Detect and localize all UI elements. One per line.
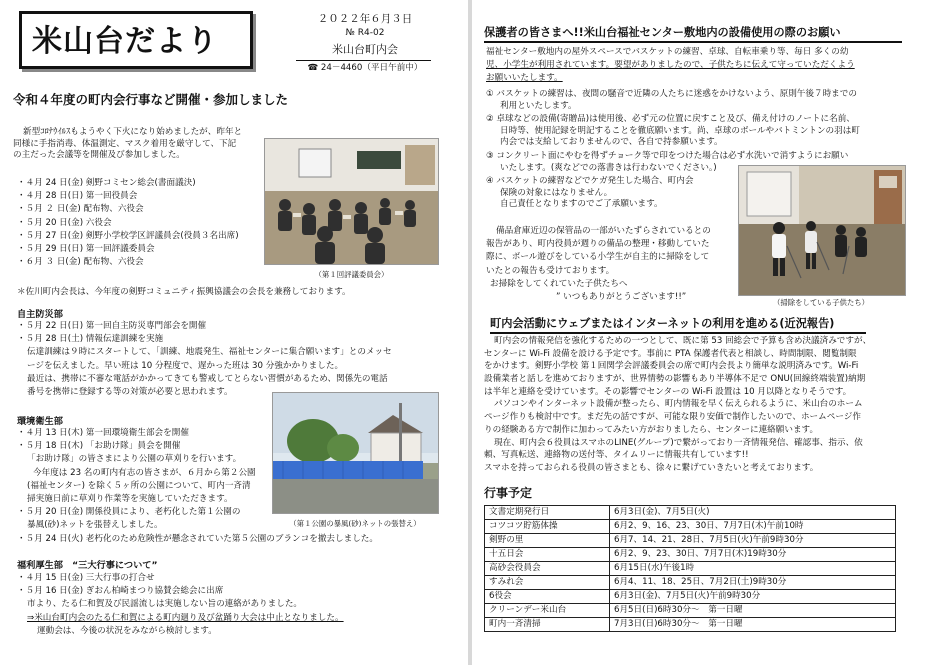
bousai-body: ・５月 22 日(日) 第一回自主防災専門部会を開催 ・５月 28 日(土) 情報伝達訓練を実施 伝達訓練は９時にスタートして、「訓練、地震発生、福祉センターに集合願います」とのメッセ ージを伝えました。早い班は 10 分程度で、遅かった班は 30 分強かかりました。 最近は、携帯に不審な電話がかかってきても警戒してとらない習慣があるため、関係先の電話 番号を携帯に登録する等の対策が必要と思われます。	[17, 321, 392, 397]
list-item: ③ コンクリート面にやむを得ずチョーク等で印をつけた場合は必ず水洗いで消すようにお願い いたします。(爽などでの落書きは行わないでください。)	[486, 150, 849, 173]
meeting-photo-caption: （第１回評議委員会）	[314, 270, 389, 279]
notice-intro: 福祉センター敷地内の屋外スペースでバスケットの練習、卓球、自転車乗り等、毎日 多くの幼 児、小学生が利用されています。要望がありましたので、子供たちに伝えて守っていただくよう お願いいたします。	[486, 47, 855, 83]
list-item: ・５月 27 日(金) 剣野小学校学区評議員会(役員３名出席)	[17, 230, 239, 241]
park-net-photo-caption: （第１公園の暴風(砂)ネットの張替え）	[289, 519, 421, 528]
table-row: 剣野の里 6月7、14、21、28日、7月5日(火)午前9時30分	[485, 534, 896, 548]
header-rule	[296, 60, 431, 61]
publisher-name: 米山台町内会	[332, 43, 398, 56]
list-item: ② 卓球などの設備(寄贈品)は使用後、必ず元の位置に戻すこと及び、備え付けのノートに名前、 日時等、使用記録を明記することを徹底願います。尚、卓球のボールやバトミントンの羽は町 内会では支給しておりませんので、各自で持参願います。	[486, 114, 860, 148]
list-item: ・５月 29 日(日) 第一回評議委員会	[17, 243, 155, 254]
kankyo-heading: 環境衛生部	[17, 416, 63, 427]
newsletter-title: 米山台だより	[32, 24, 218, 59]
list-item: ・５月 ２ 日(金) 配布物、六役会	[17, 204, 144, 215]
table-row: 6役会 6月3日(金)、7月5日(火)午前9時30分	[485, 590, 896, 604]
schedule-heading: 行事予定	[484, 486, 533, 500]
list-item: ① バスケットの練習は、夜間の騒音で近隣の人たちに迷惑をかけないよう、原則午後７時までの 利用といたします。	[486, 89, 857, 111]
newsletter-masthead	[19, 11, 253, 69]
table-row: 十五日会 6月2、9、23、30日、7月7日(木)19時30分	[485, 548, 896, 562]
web-heading-rule	[490, 332, 866, 334]
cleaning-photo-caption: （掃除をしている子供たち）	[772, 298, 870, 307]
park-net-photo	[272, 392, 439, 514]
table-row: 文書定期発行日 6月3日(金)、7月5日(火)	[485, 506, 896, 520]
issue-date: ２０２２年６月３日	[317, 13, 413, 25]
cleaning-photo	[738, 165, 906, 296]
contact-phone: ☎ 24－4460（平日午前中）	[307, 63, 423, 73]
kousei-body: ・４月 15 日(金) 三大行事の打合せ ・５月 16 日(金) ぎおん柏崎まつり協賛会総会に出席 市より、たる仁和賀及び民謡流しは実施しない旨の連絡がありました。 ⇒米山台町内会のたる仁和賀による町内廻り及び盆踊り大会は中止となりました。 運動会は、今後の状況をみながら検討します。	[17, 573, 344, 636]
list-item: ・４月 24 日(金) 剣野コミセン総会(書面議決)	[17, 178, 196, 188]
schedule-table	[484, 505, 896, 632]
list-item: ④ バスケットの練習などでケガ発生した場合、町内会 保険の対象にはなりません。 自己責任となりますのでご了承願います。	[486, 176, 694, 210]
list-item: ・４月 28 日(日) 第一回役員会	[17, 191, 138, 202]
table-row: コツコツ貯筋体操 6月2、9、16、23、30日、7月7日(木)午前10時	[485, 520, 896, 534]
table-row: すみれ会 6月4、11、18、25日、7月2日(土)9時30分	[485, 576, 896, 590]
meeting-photo	[264, 138, 439, 265]
web-body: 町内会の情報発信を強化するための一つとして、既に第 53 回総会で予算も含め決議済みですが、 センターに Wi-Fi 設備を設ける予定です。事前に PTA 保護者代表と相談し、時間制限、閲覧制限 をかけます。剣野小学校 第１回関学会評議委員会の席で町内会長より簡単な説明済みです。Wi-Fi 設備業者と話しを進めておりますが、世界情勢の影響もあり半導体不足で ONU(回線終端装置)納期 は半年と連絡を受けています。その影響でセンターの Wi-Fi 設置は 10 月以降となりそうです。 パソコンやインターネット設備が整ったら、町内情報を早く伝えられるように、米山台のホーム ページ作りも検討中です。まだ先の話ですが、可能な限り安価で制作したいので、ホームページ作 りの経験ある方で制作に加わってみたい方がおりましたら、センターに連絡願います。 現在、町内会６役員はスマホのLINE(グループ)で繋がっており一斉情報発信、確認事、指示、依 頼、写真転送、連絡物の送付等、タイムリーに情報共有しています!! スマホを持っておられる役員の皆さまとも、徐々に繋げていきたいと考えております。	[484, 336, 872, 473]
bousai-heading: 自主防災部	[17, 309, 63, 320]
table-row: クリーンデー米山台 6月5日(日)6時30分～ 第一日曜	[485, 604, 896, 618]
section-events-intro: 新型ｺﾛﾅｳｲﾙｽもようやく下火になり始めましたが、昨年と 同様に手指消毒、体温測定、マスク着用を厳守して、下記 の主だった会議等を開催及び参加しました。	[13, 127, 243, 161]
event-list	[17, 178, 239, 269]
table-row: 高砂会役員会 6月15日(水)午後1時	[485, 562, 896, 576]
section-events-heading: 令和４年度の町内会行事など開催・参加しました	[13, 92, 289, 107]
table-row: 町内一斉清掃 7月3日(日)6時30分～ 第一日曜	[485, 618, 896, 632]
issue-number: № R4-02	[345, 28, 385, 38]
web-heading: 町内会活動にウェブまたはインターネットの利用を進める(近況報告)	[490, 317, 835, 330]
page-gutter	[468, 0, 472, 665]
notice-heading-rule	[484, 41, 902, 43]
list-item: ・５月 20 日(金) 六役会	[17, 217, 112, 228]
list-item: ・６月 ３ 日(金) 配布物、六役会	[17, 257, 144, 268]
section-events-note: ＊佐川町内会長は、今年度の剣野コミュニティ振興協議会の会長を兼務しております。	[17, 287, 351, 297]
notice-heading: 保護者の皆さまへ!!米山台福祉センター敷地内の設備使用の際のお願い	[484, 26, 841, 39]
kousei-heading: 福利厚生部 “三大行事について”	[17, 560, 158, 571]
kankyo-body: ・４月 13 日(木) 第一回環境衛生部会を開催 ・５月 18 日(木) 「お助け隊」員会を開催 「お助け隊」の皆さまにより公園の草刈りを行います。 今年度は 23 名の町内有志の皆さまが、６月から第２公園 (福祉センター) を除く５ヶ所の公園について、町内一斉清 掃実施日前に草刈り作業等を実施していただきます。 ・５月 20 日(金) 開係役員により、老朽化した第１公園の 暴風(砂)ネットを張替えしました。 ・５月 24 日(火) 老朽化のため危険性が懸念されていた第５公園のブランコを撤去しました。	[17, 428, 378, 544]
notice-closing: 備品倉庫近辺の保管品の一部がいたずらされているとの 報告があり、町内役員が週りの備品の整理・移動していた 際に、ボール遊びをしている小学生が自主的に掃除をして いたとの報告も受けております。 お掃除をしてくれていた子供たちへ ” いつもありがとうございます!!”	[486, 226, 711, 302]
